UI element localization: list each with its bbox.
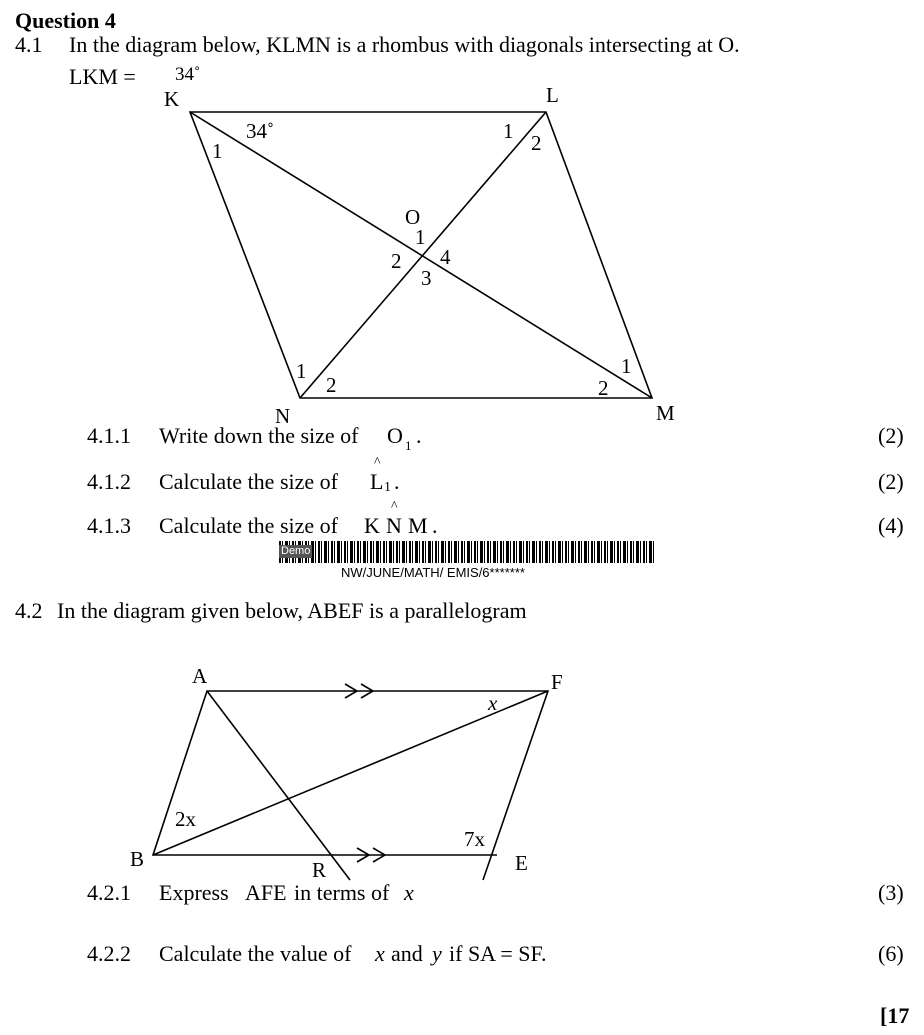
sub-413-m: M <box>408 513 428 538</box>
angle-l1: 1 <box>503 119 514 143</box>
angle-7x: 7x <box>464 827 485 851</box>
sub-413-marks: (4) <box>878 513 904 538</box>
angle-2x: 2x <box>175 807 196 831</box>
barcode-demo-label: Demo <box>281 545 311 557</box>
sub-411-subscript: 1 <box>405 438 412 453</box>
sub-413-n: N <box>386 513 402 538</box>
angle-o4: 4 <box>440 245 451 269</box>
vertex-b: B <box>130 847 145 871</box>
sub-413-number: 4.1.3 <box>87 513 131 538</box>
sub-412-number: 4.1.2 <box>87 469 131 494</box>
vertex-a: A <box>192 664 208 688</box>
given-angle-value: 34˚ <box>175 64 201 85</box>
sub-411-number: 4.1.1 <box>87 423 131 448</box>
sub-411-text: Write down the size of <box>159 423 359 448</box>
parallelogram-outline <box>153 691 548 880</box>
angle-o3: 3 <box>421 266 432 290</box>
angle-m1: 1 <box>621 354 632 378</box>
sub-413-hat: ^ <box>391 499 398 514</box>
angle-34-label: 34˚ <box>246 119 274 143</box>
q42-text: In the diagram given below, ABEF is a parallelogram <box>57 598 527 623</box>
vertex-f: F <box>551 670 563 694</box>
vertex-n: N <box>275 404 291 428</box>
sub-421-marks: (3) <box>878 880 904 905</box>
sub-421-post: in terms of <box>294 880 390 905</box>
sub-421-symbol: AFE <box>245 880 287 905</box>
sub-421-pre: Express <box>159 880 229 905</box>
vertex-l: L <box>546 83 559 107</box>
sub-413-end: . <box>432 513 438 538</box>
question-total-marks: [17 <box>880 1003 910 1028</box>
sub-413-text: Calculate the size of <box>159 513 338 538</box>
q41-number: 4.1 <box>15 32 43 57</box>
angle-m2: 2 <box>598 376 609 400</box>
sub-412-end: . <box>394 469 400 494</box>
sub-421-number: 4.2.1 <box>87 880 131 905</box>
sub-412-text: Calculate the size of <box>159 469 338 494</box>
sub-422-and: and <box>391 941 423 966</box>
sub-422-pre: Calculate the value of <box>159 941 352 966</box>
given-angle-label: LKM = <box>69 64 136 89</box>
barcode-caption: NW/JUNE/MATH/ EMIS/6******* <box>341 565 525 580</box>
sub-411-symbol: O <box>387 423 403 448</box>
sub-422-post: if SA = SF. <box>449 941 547 966</box>
question-heading: Question 4 <box>15 8 116 33</box>
angle-n1: 1 <box>296 359 307 383</box>
angle-n2: 2 <box>326 373 337 397</box>
vertex-m: M <box>656 401 675 425</box>
angle-o2: 2 <box>391 249 402 273</box>
sub-422-var-y: y <box>432 941 442 966</box>
sub-422-var-x: x <box>375 941 385 966</box>
vertex-e: E <box>515 851 528 875</box>
angle-l2: 2 <box>531 131 542 155</box>
sub-412-marks: (2) <box>878 469 904 494</box>
sub-411-end: . <box>416 423 422 448</box>
vertex-k: K <box>164 87 180 111</box>
sub-412-symbol: L <box>370 469 384 494</box>
q42-number: 4.2 <box>15 598 43 623</box>
sub-413-k: K <box>364 513 380 538</box>
point-r: R <box>312 858 327 882</box>
line-bf <box>153 691 548 855</box>
sub-412-hat: ^ <box>374 455 381 470</box>
sub-422-number: 4.2.2 <box>87 941 131 966</box>
angle-x: x <box>488 691 498 715</box>
sub-412-subscript: 1 <box>384 480 391 495</box>
line-ar <box>207 691 350 880</box>
sub-421-var: x <box>404 880 414 905</box>
sub-411-marks: (2) <box>878 423 904 448</box>
q41-text: In the diagram below, KLMN is a rhombus with diagonals intersecting at O. <box>69 32 740 57</box>
vertex-o: O <box>405 205 421 229</box>
angle-o1: 1 <box>415 225 426 249</box>
sub-422-marks: (6) <box>878 941 904 966</box>
angle-k1: 1 <box>212 139 223 163</box>
